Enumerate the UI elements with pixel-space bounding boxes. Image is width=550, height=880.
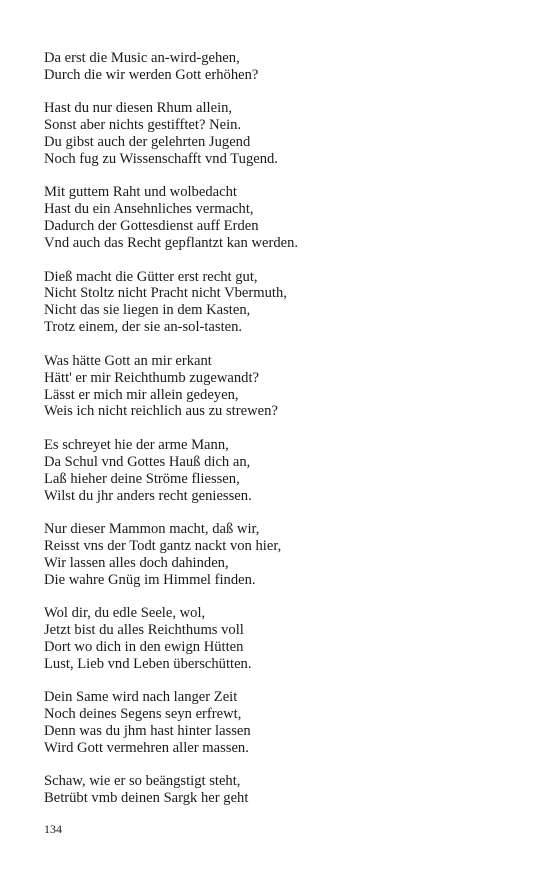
verse-line: Schaw, wie er so beängstigt steht, [44,773,241,790]
stanza-2 [44,100,514,168]
verse-line: Hast du nur diesen Rhum allein, [44,100,233,117]
stanza-9 [44,689,514,757]
stanza-4 [44,269,514,337]
verse-line: Nicht Stoltz nicht Pracht nicht Vbermuth, [44,285,287,302]
verse-line: Noch fug zu Wissenschafft vnd Tugend. [44,151,278,168]
verse-line: Sonst aber nichts gestifftet? Nein. [44,117,242,134]
poem-text [44,50,514,824]
verse-line: Da erst die Music an-wird-gehen, [44,50,240,66]
stanza-6 [44,437,514,505]
verse-line: Wilst du jhr anders recht geniessen. [44,487,252,504]
verse-line: Laß hieher deine Ströme fliessen, [44,470,240,487]
verse-line: Lust, Lieb vnd Leben überschütten. [44,655,252,672]
verse-line: Denn was du jhm hast hinter lassen [44,723,251,739]
stanza-10 [44,773,514,807]
verse-line: Was hätte Gott an mir erkant [44,352,212,369]
verse-line: Wir lassen alles doch dahinden, [44,554,229,571]
stanza-1 [44,50,514,84]
verse-line: Durch die wir werden Gott erhöhen? [44,66,259,83]
verse-line: Dort wo dich in den ewign Hütten [44,638,244,655]
verse-line: Vnd auch das Recht gepflantzt kan werden. [44,235,299,252]
page-number: 134 [44,822,62,836]
verse-line: Mit guttem Raht und wolbedacht [44,184,237,201]
verse-line: Wol dir, du edle Seele, wol, [44,605,206,622]
verse-line: Dadurch der Gottesdienst auff Erden [44,218,259,235]
verse-line: Dieß macht die Gütter erst recht gut, [44,268,258,285]
verse-line: Es schreyet hie der arme Mann, [44,436,229,453]
stanza-8 [44,605,514,673]
verse-line: Lässt er mich mir allein gedeyen, [44,386,239,403]
verse-line: Da Schul vnd Gottes Hauß dich an, [44,453,251,470]
verse-line: Betrübt vmb deinen Sargk her geht [44,790,249,807]
verse-line: Dein Same wird nach langer Zeit [44,689,238,706]
stanza-3 [44,184,514,252]
verse-line: Nicht das sie liegen in dem Kasten, [44,302,251,319]
verse-line: Du gibst auch der gelehrten Jugend [44,134,251,151]
verse-line: Hast du ein Ansehnliches vermacht, [44,201,254,218]
verse-line: Noch deines Segens seyn erfrewt, [44,706,242,723]
verse-line: Wird Gott vermehren aller massen. [44,739,249,756]
verse-line: Nur dieser Mammon macht, daß wir, [44,520,260,537]
stanza-7 [44,521,514,589]
verse-line: Reisst vns der Todt gantz nackt von hier, [44,537,282,554]
stanza-5 [44,353,514,421]
verse-line: Jetzt bist du alles Reichthums voll [44,621,244,638]
verse-line: Die wahre Gnüg im Himmel finden. [44,571,256,588]
verse-line: Hätt' er mir Reichthumb zugewandt? [44,369,259,386]
verse-line: Trotz einem, der sie an-sol-tasten. [44,319,243,336]
verse-line: Weis ich nicht reichlich aus zu strewen? [44,403,278,420]
